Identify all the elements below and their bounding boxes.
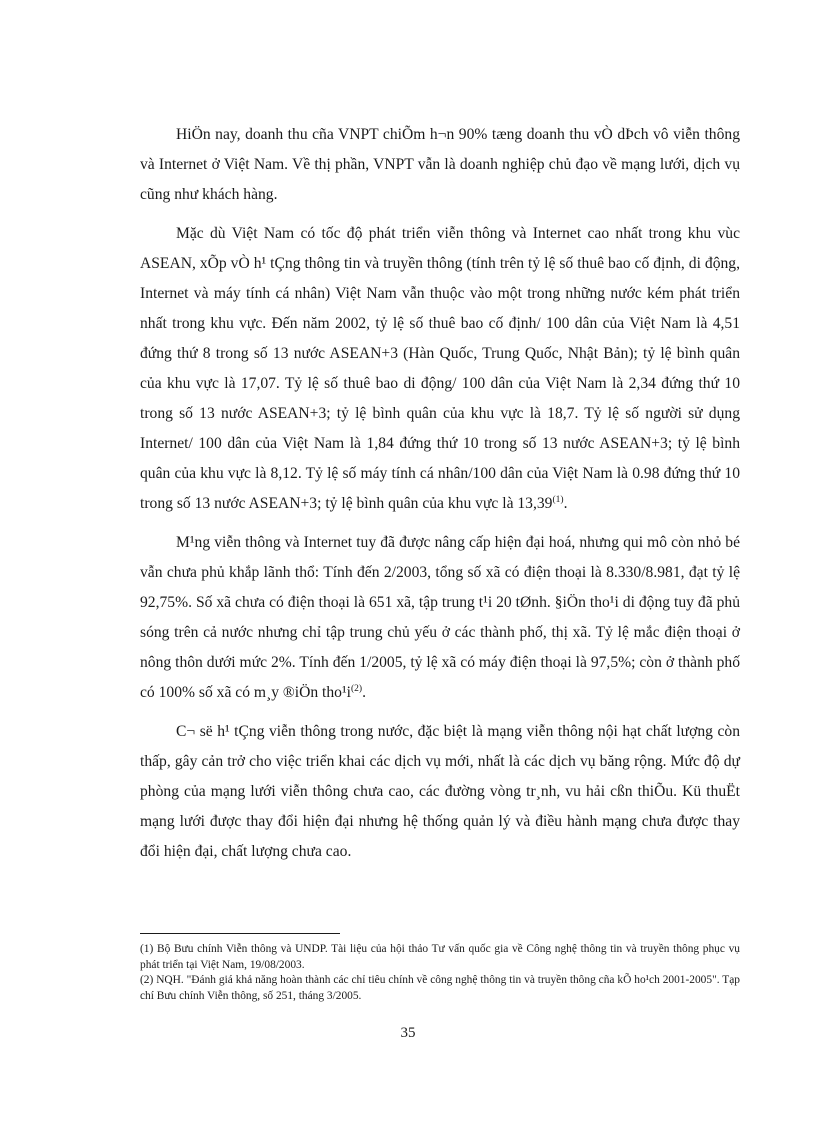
paragraph-3-tail: . — [362, 684, 366, 701]
footnote-divider — [140, 933, 340, 934]
paragraph-2-text: Mặc dù Việt Nam có tốc độ phát triển viễn thông và Internet cao nhất trong khu vùc ASEAN, xÕp vÒ h¹ tÇng thông tin và truyền thông (tính trên tỷ lệ số thuê bao cố định, di động, Internet và máy tính cá nhân) Việt Nam vẫn thuộc vào một trong những nước kém phát triển nhất trong khu vực. Đến năm 2002, tỷ lệ số thuê bao cố định/ 100 dân của Việt Nam là 4,51 đứng thứ 8 trong số 13 nước ASEAN+3 (Hàn Quốc, Trung Quốc, Nhật Bản); tỷ lệ bình quân của khu vực là 17,07. Tỷ lệ số thuê bao di động/ 100 dân của Việt Nam là 2,34 đứng thứ 10 trong số 13 nước ASEAN+3; tỷ lệ bình quân của khu vực là 18,7. Tỷ lệ số người sử dụng Internet/ 100 dân của Việt Nam là 1,84 đứng thứ 10 trong số 13 nước ASEAN+3; tỷ lệ bình quân của khu vực là 8,12. Tỷ lệ số máy tính cá nhân/100 dân của Việt Nam là 0.98 đứng thứ 10 trong số 13 nước ASEAN+3; tỷ lệ bình quân của khu vực là 13,39 — [140, 225, 740, 512]
footnote-1: (1) Bộ Bưu chính Viễn thông và UNDP. Tài liệu của hội thảo Tư vấn quốc gia về Công nghệ thông tin và truyền thông phục vụ phát triển tại Việt Nam, 19/08/2003. — [140, 943, 740, 971]
paragraph-2 — [140, 219, 740, 519]
footnote-2: (2) NQH. "Đánh giá khả năng hoàn thành các chỉ tiêu chính về công nghệ thông tin và truyền thông cña kÕ ho¹ch 2001-2005". Tạp chí Bưu chính Viễn thông, số 251, tháng 3/2005. — [140, 974, 740, 1002]
paragraph-2-tail: . — [563, 495, 568, 512]
paragraph-3-text: M¹ng viễn thông và Internet tuy đã được nâng cấp hiện đại hoá, nhưng qui mô còn nhỏ bé vẫn chưa phủ khắp lãnh thổ: Tính đến 2/2003, tổng số xã có điện thoại là 8.330/8.981, đạt tỷ lệ 92,75%. Số xã chưa có điện thoại là 651 xã, tập trung t¹i 20 tØnh. §iÖn tho¹i di động tuy đã phủ sóng trên cả nước nhưng chỉ tập trung chủ yếu ở các thành phố, thị xã. Tỷ lệ mắc điện thoại ở nông thôn dưới mức 2%. Tính đến 1/2005, tỷ lệ xã có máy điện thoại là 97,5%; còn ở thành phố có 100% số xã có m¸y ®iÖn tho¹i — [140, 534, 740, 701]
footnote-ref-2: (2) — [350, 684, 363, 694]
paragraph-1 — [140, 120, 740, 210]
footnotes — [140, 942, 740, 1004]
paragraph-4-text: C¬ së h¹ tÇng viễn thông trong nước, đặc biệt là mạng viễn thông nội hạt chất lượng còn thấp, gây cản trở cho việc triển khai các dịch vụ mới, nhất là các dịch vụ băng rộng. Mức độ dự phòng của mạng lưới viễn thông chưa cao, các đường vòng tr¸nh, vu hải cßn thiÕu. Kü thuËt mạng lưới được thay đổi hiện đại nhưng hệ thống quản lý và điều hành mạng chưa được thay đổi hiện đại, chất lượng chưa cao. — [140, 723, 740, 860]
paragraph-3 — [140, 528, 740, 708]
footnote-ref-1: (1) — [552, 495, 564, 505]
body-text — [140, 120, 740, 876]
paragraph-1-text: HiÖn nay, doanh thu cña VNPT chiÕm h¬n 90% tæng doanh thu vÒ dÞch vô viễn thông và Internet ở Việt Nam. Về thị phần, VNPT vẫn là doanh nghiệp chủ đạo về mạng lưới, dịch vụ cũng như khách hàng. — [140, 126, 740, 203]
page-number: 35 — [400, 1025, 416, 1041]
paragraph-4 — [140, 717, 740, 867]
